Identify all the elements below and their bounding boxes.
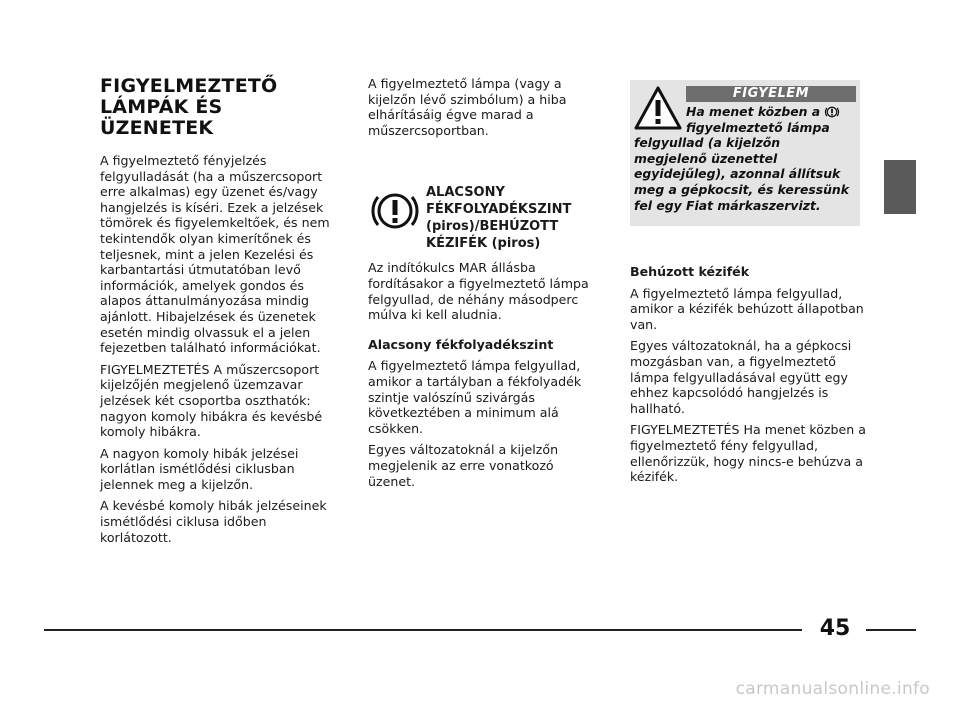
warning-label: FIGYELEM bbox=[686, 86, 856, 102]
heading-line-2: LÁMPÁK ÉS ÜZENETEK bbox=[100, 96, 223, 139]
paragraph-ignition: Az indítókulcs MAR állásba fordításakor a figyelmeztető lámpa felgyullad, de néhány másodperc múlva ki kell aludnia. bbox=[368, 260, 589, 323]
warning-box bbox=[630, 80, 860, 226]
section-heading bbox=[100, 76, 338, 139]
heading-line-1: FIGYELMEZTETŐ bbox=[100, 75, 278, 97]
lamp-entry bbox=[368, 184, 600, 252]
paragraph-display-message: Egyes változatoknál a kijelzőn megjelenik az erre vonatkozó üzenet. bbox=[368, 442, 559, 489]
paragraph-intro: A figyelmeztető fényjelzés felgyulladását (ha a műszercsoport erre alkalmas) egy üzenet és/vagy hangjelzés is kíséri. Ezek a jelzések tömörek és figyelemkeltőek, és nem tekintendők olyan kimerítőnek és teljesnek, mint a jelen Kezelési és karbantartási útmutatóban levő információk, amelyek gondos és alapos áttanulmányozása mindig ajánlott. Hibajelzések és üzenetek esetén mindig olvassuk el a jelen fejezetben található információkat. bbox=[100, 153, 330, 356]
lamp-title: ALACSONY FÉKFOLYADÉKSZINT (piros)/BEHÚZOTT KÉZIFÉK (piros) bbox=[426, 185, 572, 252]
watermark: carmanualsonline.info bbox=[735, 679, 930, 699]
column-left bbox=[100, 76, 338, 551]
paragraph-serious-faults: A nagyon komoly hibák jelzései korlátlan ismétlődési ciklusban jelennek meg a kijelzőn. bbox=[100, 445, 299, 492]
paragraph-handbrake-lamp: A figyelmeztető lámpa felgyullad, amikor a kézifék behúzott állapotban van. bbox=[630, 285, 864, 332]
footer-rule-left bbox=[44, 629, 802, 631]
paragraph-warning-groups: FIGYELMEZTETÉS A műszercsoport kijelzőjén megjelenő üzemzavar jelzések két csoportba oszthatók: nagyon komoly hibákra és kevésbé komoly hibákra. bbox=[100, 361, 323, 440]
paragraph-handbrake-check: FIGYELMEZTETÉS Ha menet közben a figyelmeztető fény felgyullad, ellenőrizzük, hogy nincs-e behúzva a kézifék. bbox=[630, 422, 866, 485]
section-tab bbox=[884, 160, 916, 214]
paragraph-minor-faults: A kevésbé komoly hibák jelzéseinek ismétlődési ciklusa időben korlátozott. bbox=[100, 498, 327, 545]
subhead-low-brake-fluid: Alacsony fékfolyadékszint bbox=[368, 336, 554, 352]
paragraph-handbrake-sound: Egyes változatoknál, ha a gépkocsi mozgásban van, a figyelmeztető lámpa felgyulladásával együtt egy ehhez kapcsolódó hangjelzés is hallható. bbox=[630, 338, 852, 416]
warning-text: Ha menet közben a figyelmeztető lámpa felgyullad (a kijelzőn megjelenő üzenettel egyidejűleg), azonnal állítsuk meg a gépkocsit, és keressünk fel egy Fiat márkaszervizt. bbox=[634, 104, 849, 213]
subhead-handbrake: Behúzott kézifék bbox=[630, 264, 750, 279]
column-right bbox=[630, 264, 870, 491]
brake-warning-icon bbox=[824, 105, 840, 119]
column-middle bbox=[368, 76, 600, 495]
paragraph-lamp-stays-on: A figyelmeztető lámpa (vagy a kijelzőn lévő szimbólum) a hiba elhárításáig égve marad a műszercsoportban. bbox=[368, 76, 567, 138]
brake-warning-icon bbox=[368, 184, 426, 252]
paragraph-brake-fluid: A figyelmeztető lámpa felgyullad, amikor a tartályban a fékfolyadék szintje valószínű szivárgás következtében a minimum alá csökken. bbox=[368, 358, 582, 436]
page-number: 45 bbox=[819, 616, 851, 641]
footer-rule-right bbox=[866, 629, 916, 631]
